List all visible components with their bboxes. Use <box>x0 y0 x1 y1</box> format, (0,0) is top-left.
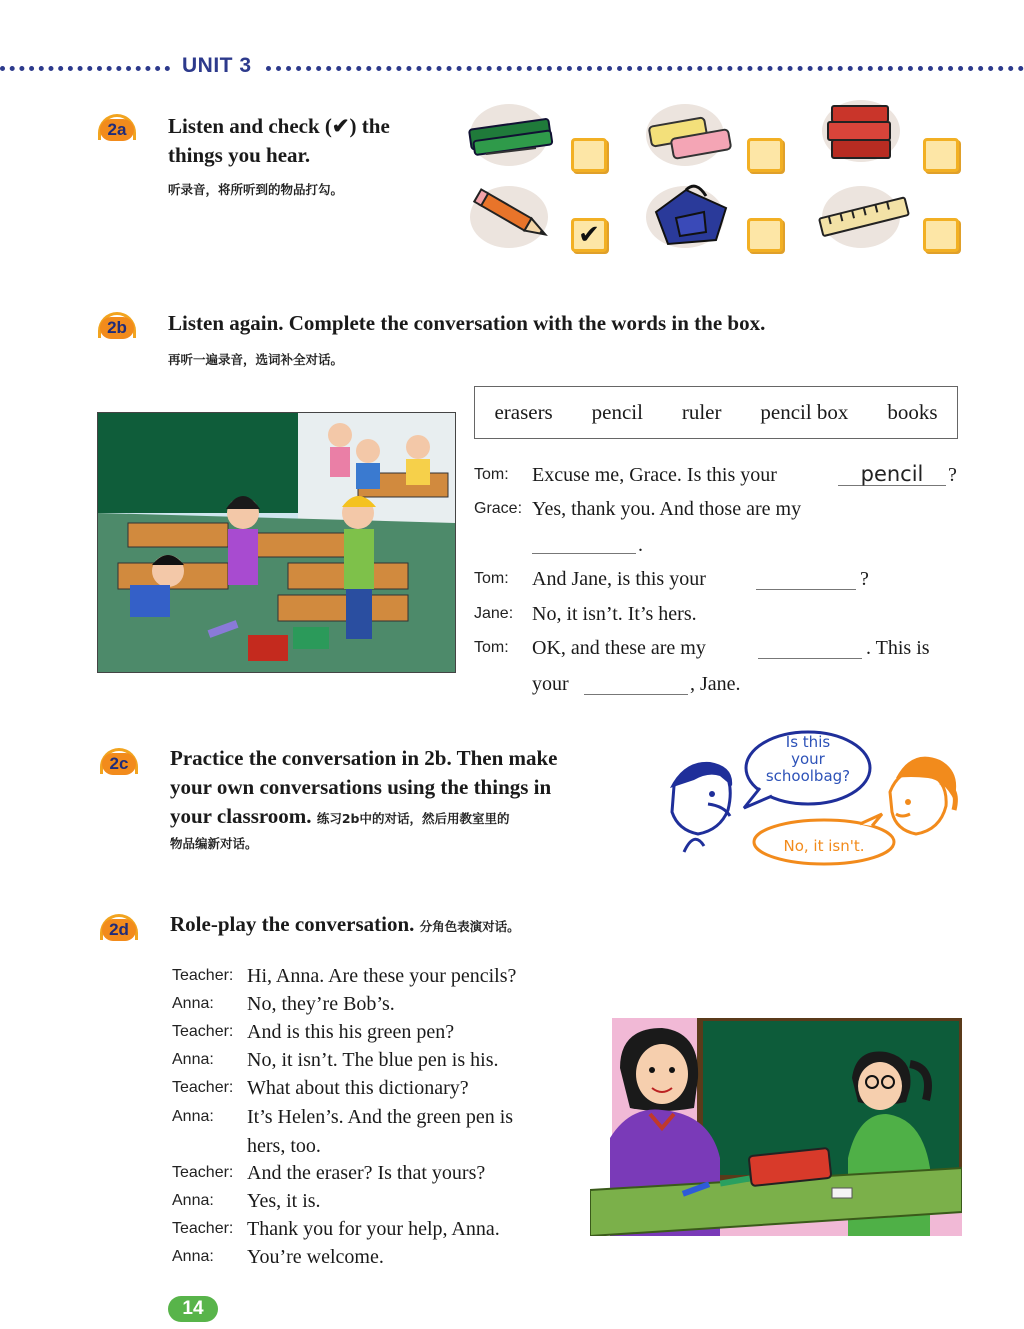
pencil-icon <box>470 186 560 248</box>
instruction-2d-text: Role-play the conversation. <box>170 912 415 936</box>
answer-blank[interactable] <box>532 552 636 554</box>
instruction-2c-line3: your classroom. <box>170 804 312 828</box>
word-box-item: books <box>887 400 938 424</box>
ruler-icon <box>816 186 911 248</box>
speech-bubble-answer: No, it isn't. <box>783 837 865 855</box>
conversation-line: your <box>532 673 569 695</box>
header-dots-right <box>266 66 1024 72</box>
instruction-2a-line2: things you hear. <box>168 143 311 167</box>
dialogue-speaker: Teacher: <box>172 1164 234 1181</box>
dialogue-speaker: Teacher: <box>172 1220 234 1237</box>
instruction-2d <box>170 910 670 941</box>
section-tag-2b: 2b <box>94 310 140 340</box>
books-icon <box>818 100 913 166</box>
checkbox-mark: ✔ <box>578 220 600 250</box>
dialogue-line: No, it isn’t. The blue pen is his. <box>247 1049 499 1071</box>
instruction-2a-cn: 听录音，将所听到的物品打勾。 <box>168 182 344 197</box>
dialogue-line: And is this his green pen? <box>247 1021 455 1043</box>
speech-bubble-question <box>752 734 864 785</box>
dialogue-speaker: Anna: <box>172 1248 214 1265</box>
teacher-student-illustration <box>590 1018 962 1236</box>
answer-blank[interactable] <box>758 657 862 659</box>
filled-answer: pencil <box>860 462 924 486</box>
instruction-2a-line1: Listen and check (✔) the <box>168 114 390 138</box>
section-tag-2a: 2a <box>94 112 140 142</box>
checkbox-books[interactable] <box>923 138 959 172</box>
speaker-label: Tom: <box>474 570 509 587</box>
dialogue-line: It’s Helen’s. And the green pen is <box>247 1106 514 1128</box>
eraser-thing <box>646 104 724 166</box>
checkbox-ruler[interactable] <box>923 218 959 252</box>
section-tag-2d: 2d <box>96 912 142 942</box>
dialogue-line: You’re welcome. <box>247 1246 384 1268</box>
checkbox-eraser[interactable] <box>747 138 783 172</box>
checkbox-pencil-box[interactable] <box>571 138 607 172</box>
speaker-label: Tom: <box>474 466 509 483</box>
dialogue-speaker: Teacher: <box>172 1023 234 1040</box>
conversation-punct: ? <box>948 464 957 486</box>
speaker-label: Jane: <box>474 605 514 622</box>
pencil-thing <box>470 186 548 248</box>
conversation-line: And Jane, is this your <box>532 568 706 590</box>
conversation-line: Yes, thank you. And those are my <box>532 498 802 520</box>
instruction-2c <box>170 744 660 833</box>
dialogue-speaker: Anna: <box>172 1192 214 1209</box>
page-number: 14 <box>168 1296 218 1322</box>
schoolbag-icon <box>646 182 736 248</box>
conversation-line: Excuse me, Grace. Is this your <box>532 464 777 486</box>
conversation-line: , Jane. <box>690 673 741 695</box>
dialogue-line: No, they’re Bob’s. <box>247 993 395 1015</box>
instruction-2b: Listen again. Complete the conversation with the words in the box. <box>168 311 766 335</box>
dialogue-speaker: Teacher: <box>172 967 234 984</box>
conversation-punct: ? <box>860 568 869 590</box>
instruction-2c-line1: Practice the conversation in 2b. Then make <box>170 746 558 770</box>
dialogue-speaker: Anna: <box>172 1051 214 1068</box>
bubble-line: your <box>791 750 825 768</box>
dialogue-line: Hi, Anna. Are these your pencils? <box>247 965 517 987</box>
bubble-line: Is this <box>785 733 831 751</box>
word-box-item: ruler <box>681 400 722 424</box>
dialogue-speaker: Anna: <box>172 995 214 1012</box>
ruler-thing <box>822 186 900 248</box>
speaker-label: Grace: <box>474 500 523 517</box>
instruction-2c-cn-line2: 物品编新对话。 <box>170 836 258 851</box>
dialogue-speaker: Anna: <box>172 1108 214 1125</box>
bubble-line: schoolbag? <box>765 767 851 785</box>
instruction-2c-line2: your own conversations using the things in <box>170 775 552 799</box>
word-box-item: pencil box <box>760 400 849 424</box>
instruction-2c-cn: 练习2b中的对话，然后用教室里的 <box>316 811 510 826</box>
dialogue-line: hers, too. <box>247 1135 321 1157</box>
answer-blank[interactable] <box>756 588 856 590</box>
conversation-line: . This is <box>866 637 930 659</box>
dialogue-line: Thank you for your help, Anna. <box>247 1218 500 1240</box>
conversation-line: OK, and these are my <box>532 637 706 659</box>
word-box-item: pencil <box>591 400 643 424</box>
conversation-punct: . <box>638 534 643 556</box>
dialogue-speaker: Teacher: <box>172 1079 234 1096</box>
answer-blank[interactable] <box>584 693 688 695</box>
header-dots-left <box>0 66 170 72</box>
instruction-2d-cn: 分角色表演对话。 <box>419 919 520 934</box>
checkbox-pencil[interactable] <box>571 218 607 252</box>
schoolbag-thing <box>646 186 724 248</box>
pencil-box-thing <box>470 104 548 166</box>
speaker-label: Tom: <box>474 639 509 656</box>
unit-title: UNIT 3 <box>182 54 252 77</box>
classroom-illustration <box>97 412 456 673</box>
checkbox-schoolbag[interactable] <box>747 218 783 252</box>
pencil-box-icon <box>466 104 561 166</box>
dialogue-line: Yes, it is. <box>247 1190 321 1212</box>
dialogue-line: And the eraser? Is that yours? <box>247 1162 486 1184</box>
books-thing <box>822 100 900 162</box>
conversation-line: No, it isn’t. It’s hers. <box>532 603 697 625</box>
word-box <box>474 386 958 439</box>
dialogue-line: What about this dictionary? <box>247 1077 469 1099</box>
instruction-2a <box>168 112 468 170</box>
eraser-icon <box>642 104 737 166</box>
word-box-item: erasers <box>494 400 553 424</box>
section-tag-2c: 2c <box>96 746 142 776</box>
instruction-2b-cn: 再听一遍录音，选词补全对话。 <box>168 352 344 367</box>
